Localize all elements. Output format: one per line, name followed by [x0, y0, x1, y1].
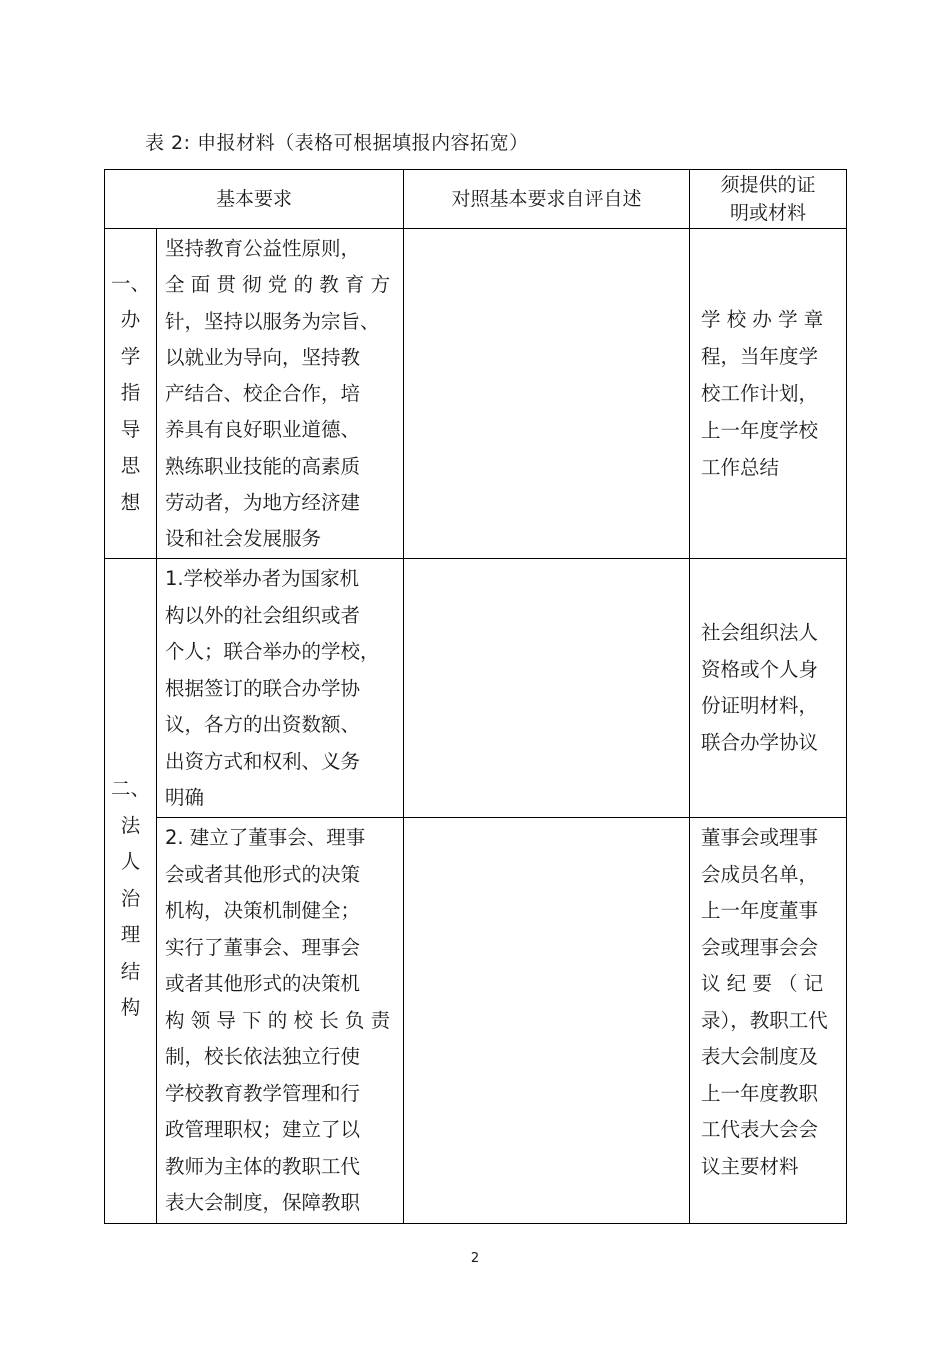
materials-cell: 学 校 办 学 章 程，当年度学 校工作计划， 上一年度学校 工作总结: [690, 229, 847, 559]
self-evaluation-cell: [404, 818, 690, 1224]
table-row: [105, 559, 847, 818]
header-materials: [690, 170, 847, 229]
table-row: [105, 229, 847, 559]
application-materials-table: [104, 169, 847, 1224]
section-label: 一、 办 学 指 导 思 想: [110, 271, 150, 514]
table-caption: 表 2: 申报材料（表格可根据填报内容拓宽）: [145, 132, 529, 154]
header-self-evaluation: 对照基本要求自评自述: [404, 170, 690, 229]
table-row: [105, 818, 847, 1224]
self-evaluation-cell: [404, 229, 690, 559]
materials-cell: 董事会或理事 会成员名单， 上一年度董事 会或理事会会 议 纪 要 （ 记 录），教职工代 表大会制度及 上一年度教职 工代表大会会 议主要材料: [690, 818, 847, 1224]
section-label: 二、 法 人 治 理 结 构: [110, 777, 150, 1019]
section-label-cell: [105, 229, 157, 559]
table-header-row: [105, 170, 847, 229]
self-evaluation-cell: [404, 559, 690, 818]
requirement-cell: 1.学校举办者为国家机 构以外的社会组织或者 个人；联合举办的学校， 根据签订的联合办学协 议，各方的出资数额、 出资方式和权利、义务 明确: [157, 559, 404, 818]
page-number: 2: [470, 1251, 480, 1266]
requirement-cell: 2. 建立了董事会、理事 会或者其他形式的决策 机构，决策机制健全； 实行了董事会、理事会 或者其他形式的决策机 构 领 导 下 的 校 长 负 责 制，校长依法独立行使 学校教育教学管理和行 政管理职权；建立了以 教师为主体的教职工代 表大会制度，保障教职: [157, 818, 404, 1224]
materials-cell: 社会组织法人 资格或个人身 份证明材料， 联合办学协议: [690, 559, 847, 818]
header-materials-text: 须提供的证 明或材料: [720, 174, 816, 224]
requirement-cell: 坚持教育公益性原则， 全 面 贯 彻 党 的 教 育 方 针，坚持以服务为宗旨、 以就业为导向，坚持教 产结合、校企合作，培 养具有良好职业道德、 熟练职业技能的高素质 劳动者，为地方经济建 设和社会发展服务: [157, 229, 404, 559]
section-label-cell: [105, 559, 157, 1224]
header-requirement: 基本要求: [105, 170, 404, 229]
